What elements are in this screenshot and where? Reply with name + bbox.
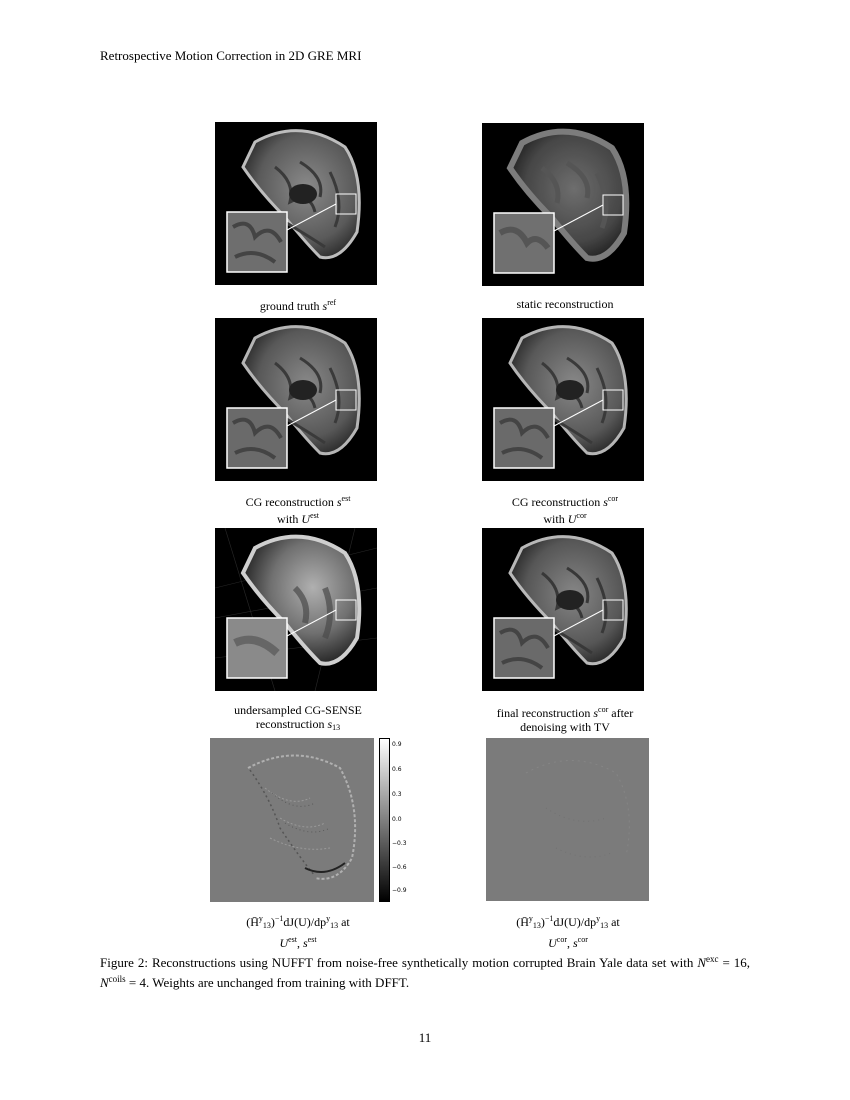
mri-panel-cg-est <box>215 318 377 481</box>
caption-cg-est: CG reconstruction $s^{est}$ with $U^{est}$ <box>245 494 351 526</box>
caption-gradient-cor: $(H̄^y_{13})^{-1}dJ(U)/dp^y_{13}$ at $U^{cor}$, $s^{cor}$ <box>516 914 620 950</box>
page-number: 11 <box>418 1030 432 1045</box>
caption-undersampled: undersampled CG-SENSE reconstruction $s_{13}$ <box>234 703 362 732</box>
colorbar-tick: −0.9 <box>392 887 407 894</box>
figure-caption: Figure 2: Reconstructions using NUFFT from noise-free synthetically motion corrupted Brain Yale data set with $N^{exc} = 16$, $N^{coils} = 4$. Weights are unchanged from training with DFFT. <box>100 954 750 990</box>
caption-ground-truth: ground truth $s^{ref}$ <box>259 298 337 313</box>
colorbar-tick: 0.6 <box>392 766 402 773</box>
colorbar <box>379 738 390 902</box>
colorbar-tick: −0.3 <box>392 840 407 847</box>
colorbar-tick: 0.3 <box>392 791 402 798</box>
mri-panel-final-tv <box>482 528 644 691</box>
caption-final-tv: final reconstruction $s^{cor}$ after denoising with TV <box>496 705 634 734</box>
caption-static: static reconstruction <box>516 297 614 311</box>
colorbar-tick: −0.6 <box>392 864 407 871</box>
mri-panel-undersampled <box>215 528 377 691</box>
mri-panel-cg-cor <box>482 318 644 481</box>
running-head: Retrospective Motion Correction in 2D GRE MRI <box>100 48 362 63</box>
caption-gradient-est: $(H̄^y_{13})^{-1}dJ(U)/dp^y_{13}$ at $U^{est}$, $s^{est}$ <box>246 914 350 950</box>
gradient-map-cor <box>486 738 649 901</box>
colorbar-tick: 0.0 <box>392 816 402 823</box>
mri-panel-ground-truth <box>215 122 377 285</box>
gradient-map-est <box>210 738 374 902</box>
caption-cg-cor: CG reconstruction $s^{cor}$ with $U^{cor}$ <box>511 494 619 526</box>
colorbar-tick: 0.9 <box>392 741 402 748</box>
mri-panel-static <box>482 123 644 286</box>
